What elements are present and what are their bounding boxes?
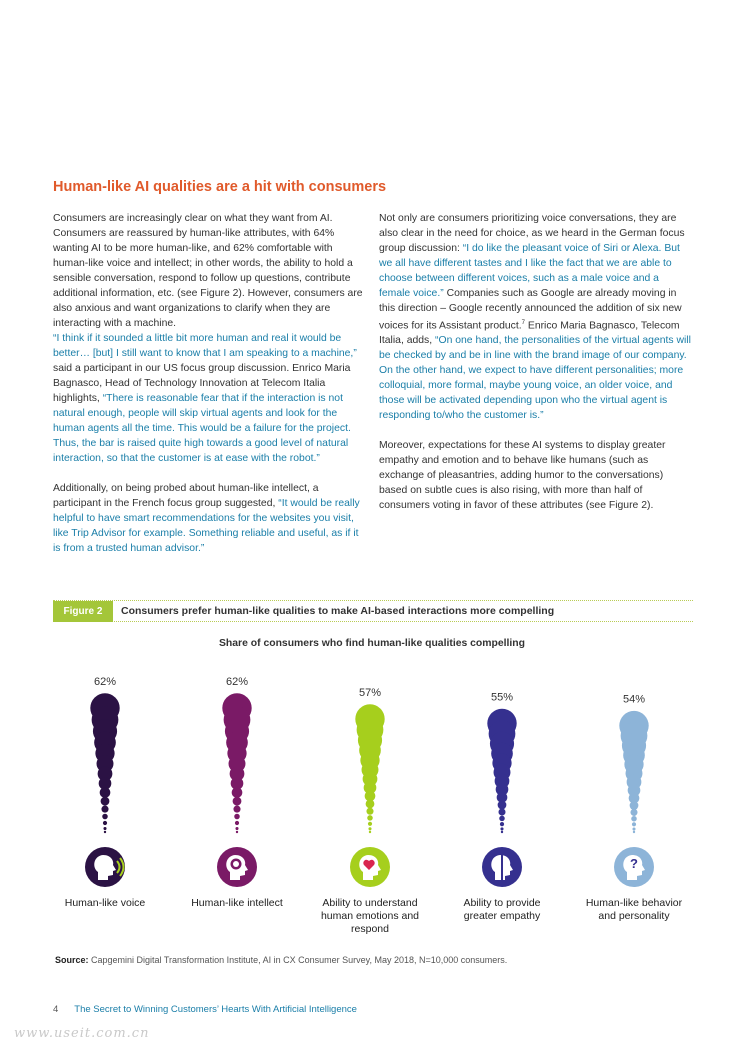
watermark: www.useit.com.cn: [14, 1026, 150, 1041]
bar-dot: [499, 816, 505, 822]
left-text-1: said a participant in our US focus group discussion. Enrico Maria Bagnasco, Head of Technology Innovation at Telecom Italia highlights,: [53, 363, 351, 404]
bar-dot: [630, 801, 639, 810]
category-label: human emotions and: [320, 910, 420, 922]
dot-chart: [0, 660, 744, 945]
bar-2: [191, 676, 283, 909]
right-text-1: Not only are consumers prioritizing voice conversations, they are also clear in the need for choice, as we heard in the German focus group discussion:: [379, 213, 685, 254]
bar-3: [321, 687, 419, 935]
category-label: Human-like voice: [64, 897, 146, 909]
left-text-2: Additionally, on being probed about human-like intellect, a participant in the French focus group suggested,: [53, 483, 319, 509]
bar-dot: [631, 816, 637, 822]
bar-dot: [501, 831, 503, 833]
bar-dot: [233, 797, 242, 806]
right-column: [379, 211, 692, 513]
source-text: Capgemini Digital Transformation Institute, AI in CX Consumer Survey, May 2018, N=10,000 consumers.: [88, 955, 508, 965]
right-paragraph-2: Moreover, expectations for these AI systems to display greater empathy and emotion and to behave like humans (such as exchange of pleasantries, adding humor to the conversations) based on subtle cues is also rising, with more than half of consumers voting in favor of these attributes (see Figure 2).: [379, 440, 666, 512]
category-label: Ability to understand: [322, 897, 418, 909]
source-label: Source:: [55, 955, 89, 965]
chart-subtitle: Share of consumers who find human-like qualities compelling: [219, 638, 525, 649]
bar-dot: [101, 797, 110, 806]
value-label: 62%: [225, 676, 249, 688]
figure-title: Consumers prefer human-like qualities to make AI-based interactions more compelling: [121, 605, 555, 617]
bar-dot: [369, 831, 371, 833]
bar-dot: [630, 809, 637, 816]
category-label: respond: [351, 923, 389, 935]
bar-dot: [233, 806, 240, 813]
bar-dot: [368, 822, 372, 826]
bar-dot: [103, 821, 107, 825]
value-label: 55%: [490, 691, 514, 704]
category-label: and personality: [598, 910, 670, 922]
right-text-2: Companies such as Google are already moving in this direction – Google recently announced the addition of six new voices for its Assistant product.: [379, 288, 682, 332]
bar-dot: [100, 787, 111, 798]
bar-dot: [500, 827, 503, 830]
bar-dot: [498, 801, 507, 810]
left-paragraph-3: [53, 481, 366, 556]
bar-dot: [367, 815, 373, 821]
figure-header: [53, 600, 693, 622]
bar-dot: [366, 800, 375, 809]
left-paragraph-1: Consumers are increasingly clear on what they want from AI. Consumers are reassured by human-like attributes, with 64% wanting AI to be more human-like, and 62% comfortable with human-like voice and intellect; in other words, the ability to hold a sensible conversation, respond to follow up questions, contribute additional information, etc. (see Figure 2). However, consumers are also anxious and want organizations to clarify when they are interacting with a machine.: [53, 213, 363, 329]
category-label: Human-like intellect: [191, 897, 283, 909]
bar-1: [65, 676, 146, 909]
brain-mark: [233, 861, 239, 867]
bar-dot: [632, 827, 635, 830]
quote-telecom-italia: “There is reasonable fear that if the interaction is not natural enough, people will skip virtual agents and look for the human agents all the time. This would be a failure for the project. Thus, the bar is raised quite high towards a good level of natural interaction, so that the customer is at ease with the robot.”: [53, 393, 351, 464]
left-column: [53, 211, 366, 556]
bar-dot: [236, 831, 238, 833]
right-paragraph-1: [379, 211, 692, 423]
bar-dot: [101, 806, 108, 813]
bar-dot: [235, 821, 239, 825]
quote-us: “I think if it sounded a little bit more human and real it would be better… [but] I still want to know that I am speaking to a machine,”: [53, 333, 357, 359]
bar-dot: [498, 808, 505, 815]
bar-dot: [632, 822, 636, 826]
bar-dot: [103, 827, 106, 830]
page-footer: [53, 1004, 357, 1015]
quote-german: “I do like the pleasant voice of Siri or Alexa. But we all have different tastes and I like the fact that we are able to choose between different voices, such as a male voice and a female voice.”: [379, 243, 680, 299]
category-label: greater empathy: [463, 910, 541, 922]
value-label: 54%: [622, 693, 646, 706]
bar-dot: [102, 814, 108, 820]
footer-title: The Secret to Winning Customers’ Hearts With Artificial Intelligence: [74, 1004, 357, 1015]
bar-dot: [232, 787, 243, 798]
left-paragraph-2: [53, 331, 366, 466]
bar-dot: [235, 827, 238, 830]
bar-5: [586, 694, 683, 922]
bar-dot: [366, 808, 373, 815]
page-number: 4: [53, 1004, 59, 1015]
bar-dot: [500, 822, 504, 826]
source-note: [55, 955, 507, 965]
footnote-mark: 7: [521, 320, 525, 326]
quote-french: “It would be really helpful to have smart recommendations for the websites you visit, like Trip Advisor for example. Something reliable and useful, as if it is from a trusted human advisor.”: [53, 498, 360, 554]
figure-tag: Figure 2: [53, 601, 113, 622]
category-label: Ability to provide: [463, 897, 541, 909]
value-label: 62%: [93, 676, 117, 688]
bar-4: [463, 691, 540, 922]
section-heading: Human-like AI qualities are a hit with consumers: [53, 179, 387, 195]
bar-dot: [104, 831, 106, 833]
value-label: 57%: [358, 687, 382, 699]
bar-dot: [234, 814, 240, 820]
category-label: Human-like behavior: [585, 897, 683, 909]
bar-dot: [633, 831, 635, 833]
quote-bagnasco: “On one hand, the personalities of the virtual agents will be checked by and be in line with the brand image of our company. On the other hand, we expect to have different personalities; more colloquial, more formal, maybe young voice, an older voice, and those will be activated depending upon who the virtual agent is responding to/who the customer is.”: [379, 335, 691, 422]
bar-dot: [368, 827, 371, 830]
right-text-3: Enrico Maria Bagnasco, Telecom Italia, adds,: [379, 320, 680, 347]
question-mark: ?: [630, 856, 638, 871]
